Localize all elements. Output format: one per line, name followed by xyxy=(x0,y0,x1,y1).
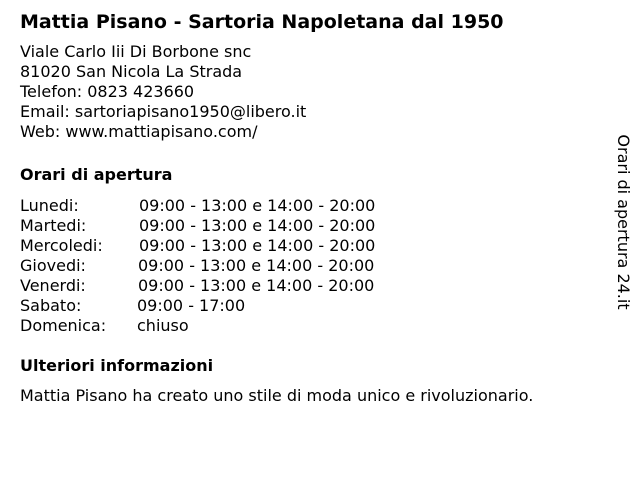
opening-hours-table xyxy=(20,196,600,336)
hours-day: Venerdi: xyxy=(20,276,86,295)
hours-time: 09:00 - 13:00 e 14:00 - 20:00 xyxy=(139,196,376,215)
business-card xyxy=(20,10,600,406)
hours-row-venerdi xyxy=(20,276,600,296)
hours-time: 09:00 - 13:00 e 14:00 - 20:00 xyxy=(139,216,376,235)
hours-day: Domenica: xyxy=(20,316,107,335)
hours-row-giovedi xyxy=(20,256,600,276)
hours-day: Sabato: xyxy=(20,296,82,315)
web-line: Web: www.mattiapisano.com/ xyxy=(20,122,258,141)
hours-time: chiuso xyxy=(137,316,189,335)
email-line: Email: sartoriapisano1950@libero.it xyxy=(20,102,307,121)
hours-row-sabato xyxy=(20,296,600,316)
hours-day: Lunedi: xyxy=(20,196,79,215)
hours-row-lunedi xyxy=(20,196,600,216)
hours-day: Martedi: xyxy=(20,216,87,235)
hours-row-domenica xyxy=(20,316,600,336)
hours-time: 09:00 - 13:00 e 14:00 - 20:00 xyxy=(138,276,375,295)
more-info-title: Ulteriori informazioni xyxy=(20,356,214,375)
brand-vertical-label: Orari di apertura 24.it xyxy=(614,134,633,310)
hours-time: 09:00 - 13:00 e 14:00 - 20:00 xyxy=(138,256,375,275)
opening-hours-title: Orari di apertura xyxy=(20,165,173,184)
more-info-text: Mattia Pisano ha creato uno stile di moda unico e rivoluzionario. xyxy=(20,386,534,405)
hours-time: 09:00 - 17:00 xyxy=(137,296,246,315)
hours-row-mercoledi xyxy=(20,236,600,256)
hours-time: 09:00 - 13:00 e 14:00 - 20:00 xyxy=(139,236,376,255)
hours-row-martedi xyxy=(20,216,600,236)
phone-line: Telefon: 0823 423660 xyxy=(20,82,195,101)
hours-day: Mercoledi: xyxy=(20,236,103,255)
business-name: Mattia Pisano - Sartoria Napoletana dal 1950 xyxy=(20,11,504,33)
address-line: Viale Carlo Iii Di Borbone snc xyxy=(20,42,252,61)
hours-day: Giovedi: xyxy=(20,256,86,275)
city-line: 81020 San Nicola La Strada xyxy=(20,62,243,81)
